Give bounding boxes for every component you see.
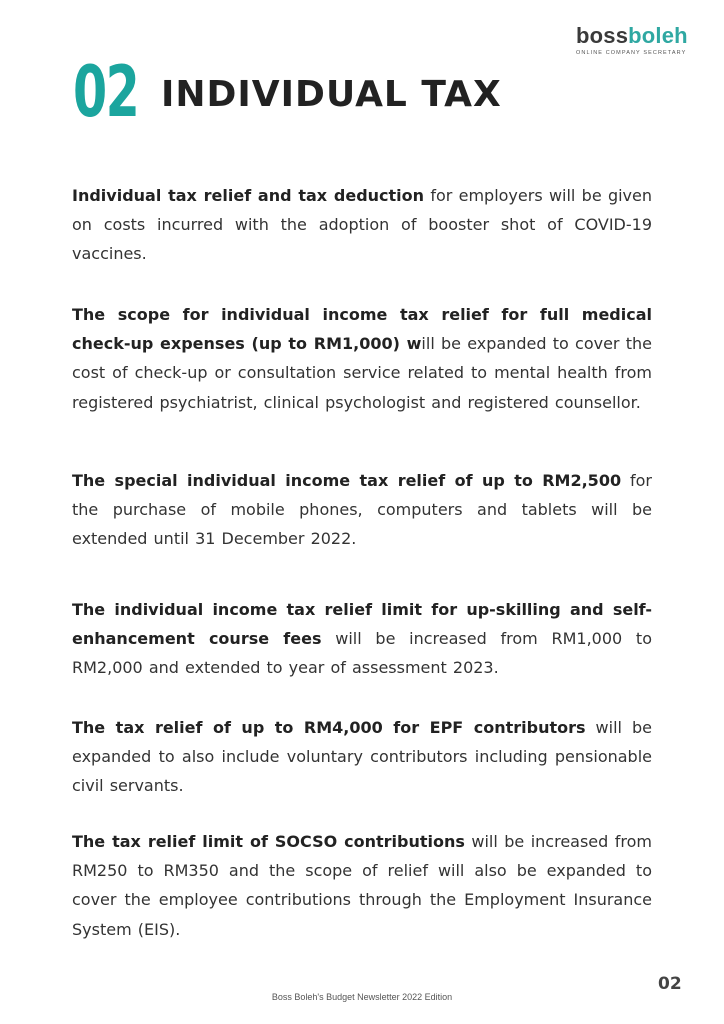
page-title: INDIVIDUAL TAX: [161, 74, 502, 115]
paragraph-upskilling: [72, 595, 652, 683]
paragraph-lead: The tax relief of up to RM4,000 for EPF contributors: [72, 718, 586, 737]
paragraph-body: will be increased from RM250 to RM350 and the scope of relief will also be expanded to cover the employee contributions through the Employment Insurance System (EIS).: [72, 832, 652, 939]
paragraph-body: ill be expanded to cover the cost of check-up or consultation service related to mental health from registered psychiatrist, clinical psychologist and registered counsellor.: [72, 334, 652, 412]
paragraph-lead: The tax relief limit of SOCSO contributions: [72, 832, 465, 851]
paragraph-epf: [72, 713, 652, 801]
paragraph-medical-checkup: [72, 300, 652, 417]
paragraph-socso: [72, 827, 652, 944]
paragraph-lead: The scope for individual income tax relief for full medical check-up expenses (up to RM1,000) w: [72, 305, 652, 354]
paragraph-body: for the purchase of mobile phones, computers and tablets will be extended until 31 December 2022.: [72, 471, 653, 549]
paragraph-body: for employers will be given on costs incurred with the adoption of booster shot of COVID-19 vaccines.: [72, 186, 652, 264]
paragraph-body: will be expanded to also include voluntary contributors including pensionable civil servants.: [72, 718, 652, 796]
paragraph-lead: The special individual income tax relief of up to RM2,500: [72, 471, 622, 490]
paragraph-lead: The individual income tax relief limit for up-skilling and self-enhancement course fees: [72, 600, 652, 649]
paragraph-devices-relief: [72, 466, 652, 554]
paragraph-booster-shot: [72, 181, 652, 269]
page-number: 02: [658, 974, 682, 994]
brand-logo: [576, 24, 696, 56]
logo-wordmark: bossboleh: [576, 23, 688, 48]
paragraph-body: will be increased from RM1,000 to RM2,000 and extended to year of assessment 2023.: [72, 629, 652, 678]
footer-text: Boss Boleh's Budget Newsletter 2022 Edition: [271, 992, 453, 1002]
section-number: 02: [73, 51, 139, 133]
paragraph-lead: Individual tax relief and tax deduction: [72, 186, 425, 205]
logo-tagline: ONLINE COMPANY SECRETARY: [576, 50, 687, 56]
